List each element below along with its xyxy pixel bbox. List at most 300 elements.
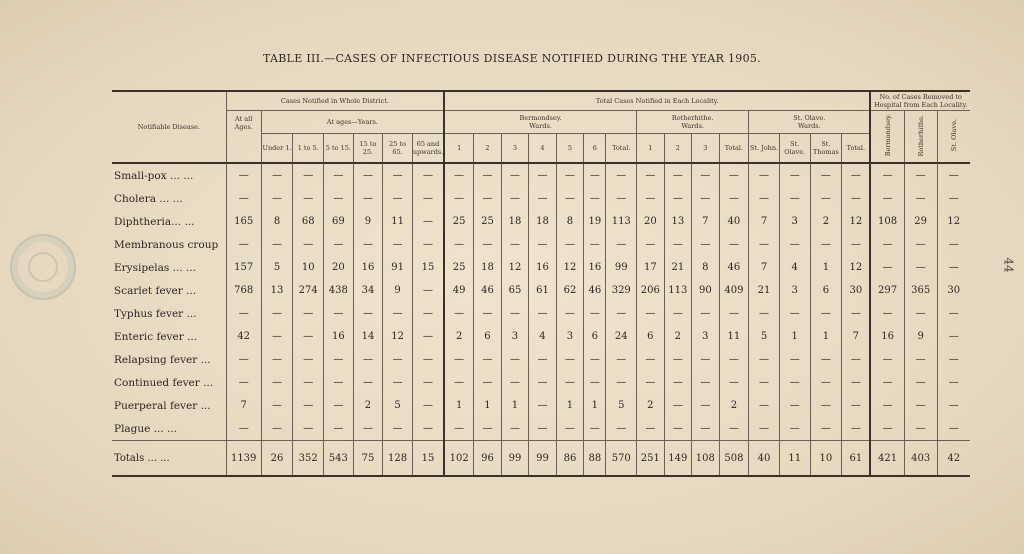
table-cell: — bbox=[664, 394, 692, 417]
table-row bbox=[112, 210, 970, 233]
table-cell: — bbox=[749, 348, 780, 371]
table-cell: — bbox=[779, 394, 810, 417]
table-cell: — bbox=[529, 163, 557, 187]
table-cell: — bbox=[556, 187, 584, 210]
table-cell: — bbox=[779, 302, 810, 325]
table-cell: — bbox=[474, 371, 502, 394]
table-cell: 274 bbox=[293, 279, 324, 302]
table-cell: — bbox=[937, 302, 970, 325]
table-cell: 19 bbox=[584, 210, 606, 233]
table-cell: 9 bbox=[383, 279, 413, 302]
table-cell: 1 bbox=[584, 394, 606, 417]
table-cell: 570 bbox=[606, 441, 637, 477]
table-cell: — bbox=[719, 417, 749, 441]
header-bermondsey bbox=[444, 111, 636, 134]
table-cell: — bbox=[529, 394, 557, 417]
table-cell: 7 bbox=[226, 394, 261, 417]
table-cell: — bbox=[719, 163, 749, 187]
table-cell: — bbox=[779, 187, 810, 210]
table-cell: 1 bbox=[779, 325, 810, 348]
table-cell: 30 bbox=[937, 279, 970, 302]
table-cell: — bbox=[444, 233, 474, 256]
table-cell: — bbox=[226, 417, 261, 441]
row-label: Scarlet fever ... bbox=[114, 284, 197, 297]
header-at-ages-years: At ages—Years. bbox=[261, 111, 444, 134]
table-row bbox=[112, 348, 970, 371]
table-cell: 15 bbox=[412, 441, 444, 477]
table-cell: — bbox=[293, 187, 324, 210]
table-cell: — bbox=[749, 187, 780, 210]
table-cell: — bbox=[444, 371, 474, 394]
table-cell: — bbox=[261, 394, 293, 417]
table-cell: — bbox=[444, 163, 474, 187]
table-cell: 21 bbox=[749, 279, 780, 302]
table-cell: — bbox=[692, 163, 720, 187]
table-cell: 12 bbox=[842, 210, 871, 233]
table-cell: — bbox=[556, 348, 584, 371]
table-cell: — bbox=[353, 371, 383, 394]
table-cell: 75 bbox=[353, 441, 383, 477]
table-cell: — bbox=[261, 417, 293, 441]
row-label: Cholera ... ... bbox=[114, 192, 183, 205]
table-cell: 62 bbox=[556, 279, 584, 302]
table-cell: — bbox=[529, 348, 557, 371]
table-cell: — bbox=[501, 187, 529, 210]
table-cell: — bbox=[870, 371, 904, 394]
header-olave-st-olave: St. Olave. bbox=[779, 134, 810, 164]
table-cell: 297 bbox=[870, 279, 904, 302]
table-cell: 16 bbox=[529, 256, 557, 279]
table-cell: — bbox=[261, 233, 293, 256]
table-cell: — bbox=[606, 371, 637, 394]
table-cell: 3 bbox=[556, 325, 584, 348]
table-cell: — bbox=[261, 348, 293, 371]
table-cell: — bbox=[937, 163, 970, 187]
page-number: 44 bbox=[1001, 257, 1016, 273]
rotherhithe-label: Rotherhithe. bbox=[671, 114, 714, 122]
table-cell: — bbox=[692, 302, 720, 325]
table-row bbox=[112, 417, 970, 441]
table-cell: — bbox=[937, 417, 970, 441]
table-cell: — bbox=[383, 163, 413, 187]
table-cell: — bbox=[584, 371, 606, 394]
table-cell: — bbox=[779, 417, 810, 441]
row-label: Plague ... ... bbox=[114, 422, 178, 435]
table-cell: — bbox=[749, 417, 780, 441]
table-row bbox=[112, 371, 970, 394]
table-cell: — bbox=[261, 187, 293, 210]
table-cell: — bbox=[904, 348, 937, 371]
table-cell: — bbox=[810, 302, 842, 325]
table-cell: — bbox=[293, 325, 324, 348]
table-cell: — bbox=[692, 187, 720, 210]
header-berm-ward-5: 5 bbox=[556, 134, 584, 164]
table-cell: — bbox=[556, 163, 584, 187]
table-cell: — bbox=[664, 371, 692, 394]
table-cell: — bbox=[324, 417, 354, 441]
table-cell: — bbox=[226, 163, 261, 187]
table-cell: — bbox=[324, 302, 354, 325]
table-cell: 157 bbox=[226, 256, 261, 279]
table-cell: 1 bbox=[474, 394, 502, 417]
table-cell: — bbox=[664, 233, 692, 256]
table-cell: — bbox=[293, 233, 324, 256]
table-cell: 543 bbox=[324, 441, 354, 477]
table-row bbox=[112, 325, 970, 348]
table-cell: 3 bbox=[779, 210, 810, 233]
row-label: Relapsing fever ... bbox=[114, 353, 211, 366]
table-cell: 26 bbox=[261, 441, 293, 477]
table-cell: 18 bbox=[474, 256, 502, 279]
table-cell: 46 bbox=[719, 256, 749, 279]
table-cell: — bbox=[501, 302, 529, 325]
table-cell: — bbox=[664, 187, 692, 210]
table-cell: — bbox=[293, 302, 324, 325]
header-berm-ward-2: 2 bbox=[474, 134, 502, 164]
table-cell: — bbox=[261, 302, 293, 325]
header-olave-total: Total. bbox=[842, 134, 871, 164]
table-cell: — bbox=[412, 187, 444, 210]
table-cell: — bbox=[810, 233, 842, 256]
table-cell: — bbox=[501, 348, 529, 371]
table-cell: 96 bbox=[474, 441, 502, 477]
header-olave-st-john: St. John. bbox=[749, 134, 780, 164]
table-cell: 42 bbox=[226, 325, 261, 348]
table-cell: — bbox=[719, 233, 749, 256]
table-cell: 768 bbox=[226, 279, 261, 302]
table-cell: — bbox=[937, 325, 970, 348]
table-cell: — bbox=[719, 302, 749, 325]
table-cell: 5 bbox=[261, 256, 293, 279]
table-cell: — bbox=[637, 302, 665, 325]
table-cell: 12 bbox=[556, 256, 584, 279]
table-cell: 3 bbox=[692, 325, 720, 348]
table-cell: — bbox=[606, 187, 637, 210]
table-cell: 20 bbox=[637, 210, 665, 233]
table-cell: 1139 bbox=[226, 441, 261, 477]
table-cell: — bbox=[637, 417, 665, 441]
table-cell: 7 bbox=[749, 256, 780, 279]
table-cell: — bbox=[870, 394, 904, 417]
table-cell: 251 bbox=[637, 441, 665, 477]
table-cell: 6 bbox=[584, 325, 606, 348]
table-cell: — bbox=[584, 233, 606, 256]
table-cell: 17 bbox=[637, 256, 665, 279]
table-cell: 18 bbox=[501, 210, 529, 233]
table-cell: 149 bbox=[664, 441, 692, 477]
table-cell: — bbox=[383, 348, 413, 371]
infectious-disease-table bbox=[112, 90, 970, 477]
table-cell: 1 bbox=[810, 325, 842, 348]
table-row bbox=[112, 163, 970, 187]
table-cell: — bbox=[474, 233, 502, 256]
row-label: Enteric fever ... bbox=[114, 330, 198, 343]
table-cell: — bbox=[324, 348, 354, 371]
row-label: Small-pox ... ... bbox=[114, 169, 194, 182]
table-cell: — bbox=[412, 394, 444, 417]
table-cell: — bbox=[810, 371, 842, 394]
table-cell: — bbox=[810, 163, 842, 187]
table-cell: — bbox=[444, 302, 474, 325]
table-cell: — bbox=[324, 187, 354, 210]
table-cell: — bbox=[870, 348, 904, 371]
table-cell: 61 bbox=[529, 279, 557, 302]
table-cell: — bbox=[606, 417, 637, 441]
table-row bbox=[112, 187, 970, 210]
table-cell: — bbox=[226, 371, 261, 394]
table-cell: 2 bbox=[719, 394, 749, 417]
table-cell: — bbox=[779, 348, 810, 371]
table-cell: — bbox=[226, 187, 261, 210]
table-cell: 352 bbox=[293, 441, 324, 477]
table-cell: 12 bbox=[937, 210, 970, 233]
table-cell: 46 bbox=[584, 279, 606, 302]
table-cell: — bbox=[904, 256, 937, 279]
table-cell: — bbox=[810, 187, 842, 210]
table-cell: 18 bbox=[529, 210, 557, 233]
header-removed: No. of Cases Removed to Hospital from Each Locality. bbox=[870, 91, 970, 111]
table-cell: — bbox=[692, 348, 720, 371]
table-cell: 3 bbox=[779, 279, 810, 302]
table-cell: — bbox=[664, 302, 692, 325]
table-cell: — bbox=[324, 163, 354, 187]
table-cell: — bbox=[584, 417, 606, 441]
header-roth-ward-2: 2 bbox=[664, 134, 692, 164]
table-cell: 13 bbox=[664, 210, 692, 233]
totals-row bbox=[112, 441, 970, 477]
table-cell: — bbox=[556, 233, 584, 256]
row-label: Continued fever ... bbox=[114, 376, 214, 389]
table-cell: 16 bbox=[870, 325, 904, 348]
table-cell: — bbox=[749, 302, 780, 325]
table-cell: — bbox=[692, 371, 720, 394]
table-cell: — bbox=[870, 163, 904, 187]
table-cell: — bbox=[474, 187, 502, 210]
table-body bbox=[112, 163, 970, 476]
table-cell: 20 bbox=[324, 256, 354, 279]
table-cell: — bbox=[779, 371, 810, 394]
table-cell: 6 bbox=[474, 325, 502, 348]
table-cell: 65 bbox=[501, 279, 529, 302]
table-cell: — bbox=[842, 348, 871, 371]
table-cell: 49 bbox=[444, 279, 474, 302]
table-cell: — bbox=[937, 187, 970, 210]
table-cell: — bbox=[937, 256, 970, 279]
table-cell: 365 bbox=[904, 279, 937, 302]
table-cell: — bbox=[412, 233, 444, 256]
header-age-65-up: 65 and upwards. bbox=[412, 134, 444, 164]
header-whole-district: Cases Notified in Whole District. bbox=[226, 91, 444, 111]
table-cell: 99 bbox=[529, 441, 557, 477]
table-cell: 14 bbox=[353, 325, 383, 348]
table-cell: 102 bbox=[444, 441, 474, 477]
table-cell: — bbox=[749, 371, 780, 394]
row-label: Totals ... ... bbox=[112, 441, 226, 477]
table-cell: — bbox=[584, 163, 606, 187]
table-cell: 42 bbox=[937, 441, 970, 477]
table-cell: — bbox=[842, 233, 871, 256]
st-olave-wards-label: Wards. bbox=[797, 122, 821, 130]
table-cell: — bbox=[937, 348, 970, 371]
table-cell: — bbox=[842, 394, 871, 417]
table-cell: — bbox=[293, 163, 324, 187]
table-cell: 5 bbox=[749, 325, 780, 348]
table-cell: — bbox=[529, 417, 557, 441]
table-cell: 6 bbox=[810, 279, 842, 302]
table-cell: — bbox=[810, 394, 842, 417]
header-st-olave bbox=[749, 111, 871, 134]
table-cell: 99 bbox=[501, 441, 529, 477]
table-cell: — bbox=[719, 348, 749, 371]
table-cell: — bbox=[383, 417, 413, 441]
table-cell: — bbox=[810, 348, 842, 371]
table-cell: 86 bbox=[556, 441, 584, 477]
table-cell: — bbox=[412, 163, 444, 187]
table-cell: 10 bbox=[810, 441, 842, 477]
table-cell: 99 bbox=[606, 256, 637, 279]
table-cell: — bbox=[810, 417, 842, 441]
table-cell: — bbox=[412, 371, 444, 394]
header-age-5-15: 5 to 15. bbox=[324, 134, 354, 164]
table-cell: 11 bbox=[779, 441, 810, 477]
table-cell: — bbox=[637, 348, 665, 371]
table-cell: — bbox=[412, 325, 444, 348]
table-cell: — bbox=[412, 279, 444, 302]
table-cell: — bbox=[474, 302, 502, 325]
table-row bbox=[112, 394, 970, 417]
row-label: Puerperal fever ... bbox=[114, 399, 211, 412]
table-cell: 11 bbox=[719, 325, 749, 348]
table-cell: 2 bbox=[637, 394, 665, 417]
table-cell: — bbox=[904, 417, 937, 441]
header-removed-rotherhithe: Rotherhithe. bbox=[904, 111, 937, 164]
table-cell: 3 bbox=[501, 325, 529, 348]
table-cell: 8 bbox=[692, 256, 720, 279]
table-cell: 421 bbox=[870, 441, 904, 477]
table-row bbox=[112, 279, 970, 302]
table-cell: — bbox=[261, 325, 293, 348]
table-cell: — bbox=[937, 371, 970, 394]
table-cell: 165 bbox=[226, 210, 261, 233]
table-cell: 21 bbox=[664, 256, 692, 279]
table-cell: — bbox=[529, 233, 557, 256]
table-cell: 2 bbox=[353, 394, 383, 417]
table-cell: 25 bbox=[444, 256, 474, 279]
table-cell: — bbox=[870, 256, 904, 279]
table-cell: — bbox=[870, 417, 904, 441]
table-cell: — bbox=[501, 371, 529, 394]
table-cell: — bbox=[324, 394, 354, 417]
table-cell: — bbox=[529, 371, 557, 394]
table-cell: — bbox=[904, 233, 937, 256]
table-cell: — bbox=[664, 417, 692, 441]
table-cell: — bbox=[556, 417, 584, 441]
table-cell: — bbox=[937, 233, 970, 256]
table-cell: 7 bbox=[692, 210, 720, 233]
table-cell: — bbox=[324, 233, 354, 256]
table-cell: — bbox=[501, 417, 529, 441]
table-cell: — bbox=[779, 163, 810, 187]
table-cell: — bbox=[444, 417, 474, 441]
row-label: Diphtheria... ... bbox=[114, 215, 195, 228]
table-cell: — bbox=[383, 302, 413, 325]
table-cell: 29 bbox=[904, 210, 937, 233]
table-cell: — bbox=[842, 302, 871, 325]
table-cell: — bbox=[719, 371, 749, 394]
row-label: Membranous croup bbox=[114, 238, 219, 251]
table-cell: — bbox=[293, 394, 324, 417]
header-rotherhithe bbox=[637, 111, 749, 134]
table-cell: — bbox=[904, 394, 937, 417]
table-cell: — bbox=[353, 187, 383, 210]
library-stamp bbox=[10, 234, 76, 300]
table-cell: — bbox=[226, 302, 261, 325]
table-cell: — bbox=[353, 348, 383, 371]
table-cell: — bbox=[637, 187, 665, 210]
header-notifiable-disease: Notifiable Disease. bbox=[112, 91, 226, 163]
table-cell: 409 bbox=[719, 279, 749, 302]
table-cell: — bbox=[412, 302, 444, 325]
table-cell: — bbox=[556, 371, 584, 394]
header-age-under-1: Under 1. bbox=[261, 134, 293, 164]
table-cell: 403 bbox=[904, 441, 937, 477]
table-cell: 9 bbox=[353, 210, 383, 233]
table-cell: — bbox=[606, 302, 637, 325]
table-cell: — bbox=[293, 371, 324, 394]
table-cell: — bbox=[870, 187, 904, 210]
header-berm-ward-3: 3 bbox=[501, 134, 529, 164]
table-cell: — bbox=[749, 394, 780, 417]
table-cell: 108 bbox=[692, 441, 720, 477]
table-cell: — bbox=[904, 163, 937, 187]
table-cell: 91 bbox=[383, 256, 413, 279]
table-cell: 2 bbox=[664, 325, 692, 348]
table-cell: 2 bbox=[444, 325, 474, 348]
header-roth-ward-3: 3 bbox=[692, 134, 720, 164]
table-cell: — bbox=[637, 371, 665, 394]
table-cell: 61 bbox=[842, 441, 871, 477]
table-cell: — bbox=[779, 233, 810, 256]
table-cell: — bbox=[584, 348, 606, 371]
header-removed-st-olave: St. Olave. bbox=[937, 111, 970, 164]
table-row bbox=[112, 233, 970, 256]
table-cell: — bbox=[664, 163, 692, 187]
table-cell: — bbox=[383, 187, 413, 210]
table-cell: 438 bbox=[324, 279, 354, 302]
table-cell: 40 bbox=[719, 210, 749, 233]
header-berm-ward-4: 4 bbox=[529, 134, 557, 164]
table-cell: 11 bbox=[383, 210, 413, 233]
table-cell: — bbox=[353, 163, 383, 187]
header-berm-total: Total. bbox=[606, 134, 637, 164]
table-cell: — bbox=[904, 187, 937, 210]
table-cell: — bbox=[637, 233, 665, 256]
table-cell: 12 bbox=[383, 325, 413, 348]
table-cell: 2 bbox=[810, 210, 842, 233]
table-cell: — bbox=[353, 417, 383, 441]
table-cell: — bbox=[226, 348, 261, 371]
table-cell: 25 bbox=[444, 210, 474, 233]
table-cell: 13 bbox=[261, 279, 293, 302]
table-cell: — bbox=[293, 417, 324, 441]
table-cell: — bbox=[324, 371, 354, 394]
table-cell: — bbox=[692, 394, 720, 417]
table-cell: 69 bbox=[324, 210, 354, 233]
table-cell: 30 bbox=[842, 279, 871, 302]
table-cell: — bbox=[226, 233, 261, 256]
table-cell: — bbox=[383, 371, 413, 394]
table-cell: 113 bbox=[664, 279, 692, 302]
